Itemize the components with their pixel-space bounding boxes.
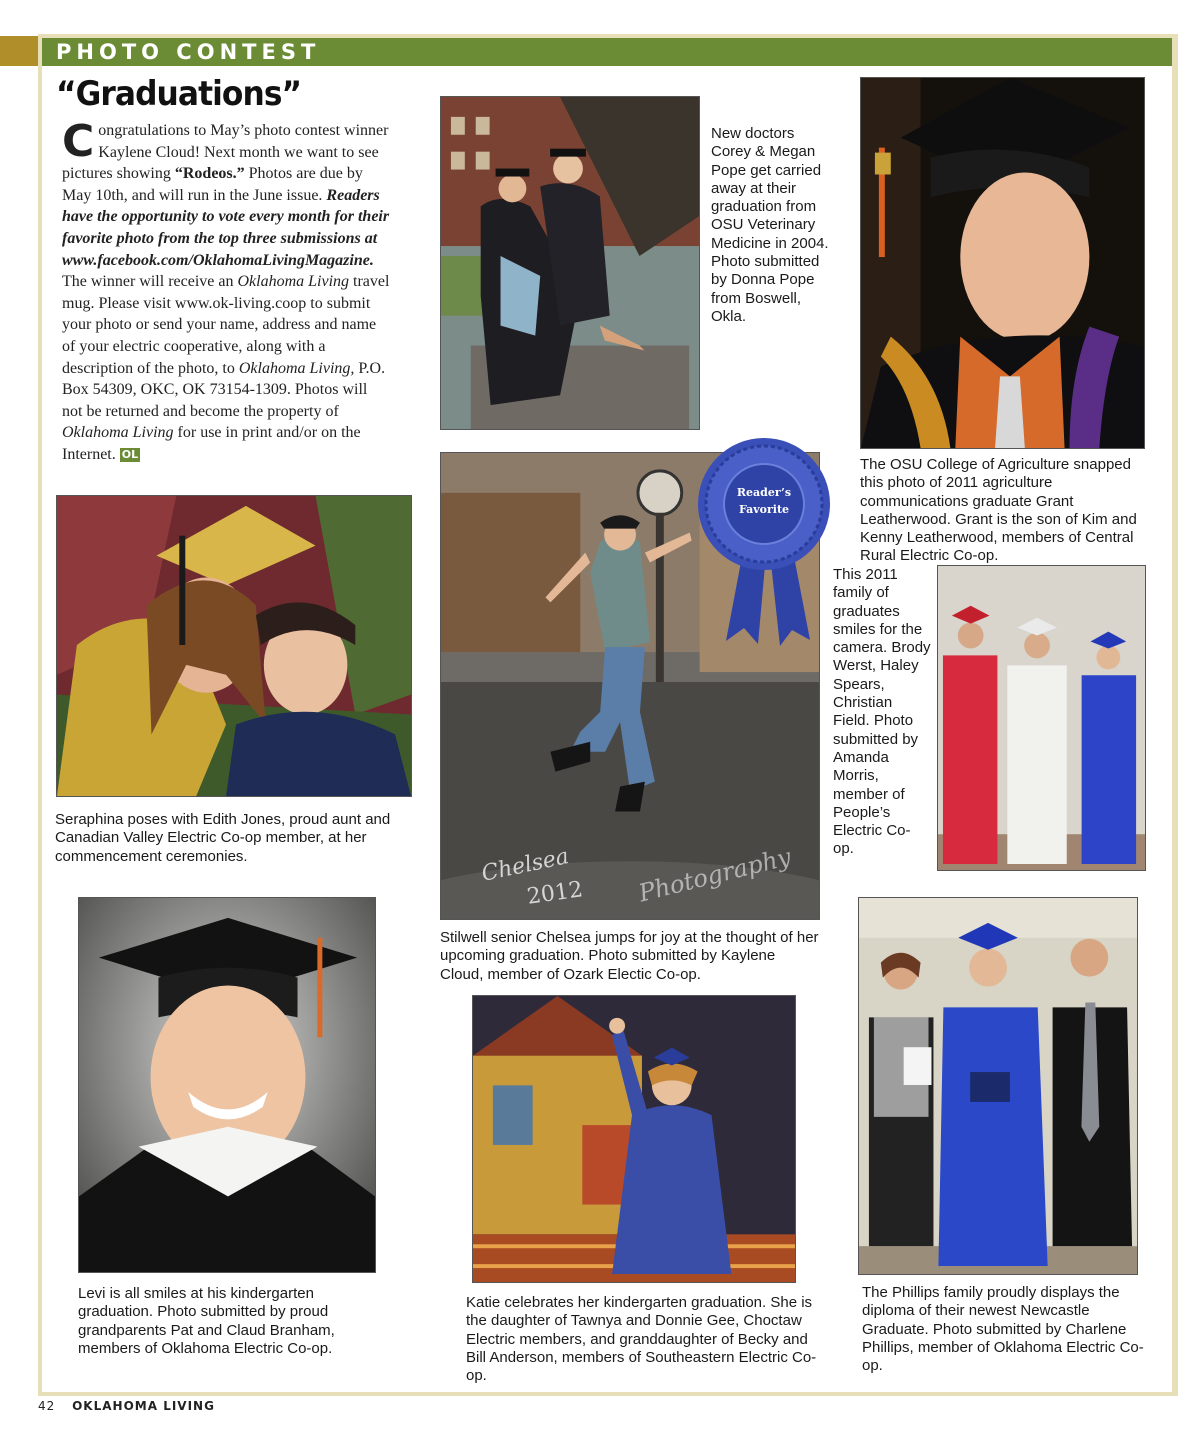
caption-family: This 2011 family of graduates smiles for the camera. Brody Werst, Haley Spears, Christian Field. Photo submitted by Amanda Morris, member of People’s Electric Co-op.: [833, 566, 931, 858]
watermark-studio: Photography: [635, 842, 794, 908]
intro-paragraph: [62, 116, 390, 466]
readers-favorite-ribbon: [696, 436, 832, 646]
photo-pope-couple: [440, 96, 700, 430]
photo-seraphina: [56, 495, 412, 797]
magazine-title: OKLAHOMA LIVING: [72, 1399, 215, 1413]
intro-text: ongratulations to May’s photo contest winner Kaylene Cloud! Next month we want to see pictures showing: [62, 122, 389, 183]
page-number: 42: [38, 1399, 56, 1413]
caption-levi: Levi is all smiles at his kindergarten graduation. Photo submitted by proud grandparents Pat and Claud Branham, members of Oklahoma Electric Co-op.: [78, 1285, 335, 1357]
section-title: PHOTO CONTEST: [56, 40, 321, 64]
intro-text: for use in print and/or on the Internet.: [62, 424, 361, 463]
photo-family-graduates: [937, 565, 1146, 871]
photo-grant-leatherwood: [860, 77, 1145, 449]
caption-leatherwood: The OSU College of Agriculture snapped this photo of 2011 agriculture communications graduate Grant Leatherwood. Grant is the son of Kim and Kenny Leatherwood, members of Central Rural Electric Co-op.: [860, 456, 1137, 565]
magazine-name: Oklahoma Living: [62, 424, 174, 442]
watermark-name: Chelsea: [479, 844, 572, 887]
photo-katie: [472, 995, 796, 1283]
caption-katie: Katie celebrates her kindergarten graduation. She is the daughter of Tawnya and Donnie Gee, Choctaw Electric members, and granddaughter of Becky and Bill Anderson, members of Southeastern Electric Co-op.: [466, 1294, 817, 1385]
caption-chelsea: Stilwell senior Chelsea jumps for joy at the thought of her upcoming graduation. Photo submitted by Kaylene Cloud, member of Ozark Electic Co-op.: [440, 929, 819, 983]
drop-cap: C: [62, 116, 95, 167]
magazine-name: Oklahoma Living,: [238, 359, 355, 377]
intro-text: travel mug. Please visit www.ok-living.coop to submit your photo or send your name, address and name of your electric cooperative, along with a description of the photo, to: [62, 273, 390, 377]
ribbon-line2: Favorite: [738, 503, 790, 516]
ribbon-line1: Reader’s: [736, 486, 792, 499]
section-tab: [0, 36, 38, 66]
magazine-name: Oklahoma Living: [237, 273, 350, 291]
page-footer: [38, 1399, 215, 1413]
caption-phillips: The Phillips family proudly displays the diploma of their newest Newcastle Graduate. Photo submitted by Charlene Phillips, member of Oklahoma Electric Co-op.: [862, 1284, 1144, 1375]
watermark-year: 2012: [525, 877, 585, 910]
photo-phillips-family: [858, 897, 1138, 1275]
section-header: [42, 38, 1172, 66]
page-title: “Graduations”: [56, 74, 302, 114]
intro-text: Photos are due by May 10th, and will run in the June issue.: [62, 165, 363, 204]
ol-logo: OL: [121, 447, 139, 461]
vote-text: Readers have the opportunity to vote every month for their favorite photo from the top three submissions at www.facebook.com/OklahomaLivingMagazine.: [62, 186, 390, 269]
photo-levi: [78, 897, 376, 1273]
caption-seraphina: Seraphina poses with Edith Jones, proud aunt and Canadian Valley Electric Co-op member, at her commencement ceremonies.: [55, 811, 391, 865]
caption-pope: New doctors Corey & Megan Pope get carried away at their graduation from OSU Veterinary Medicine in 2004. Photo submitted by Donna Pope from Boswell, Okla.: [711, 125, 829, 325]
next-theme: “Rodeos.”: [174, 165, 245, 183]
intro-text: P.O. Box 54309, OKC, OK 73154-1309. Photos will not be returned and become the property of: [62, 359, 386, 420]
intro-text: The winner will receive an: [62, 273, 238, 291]
